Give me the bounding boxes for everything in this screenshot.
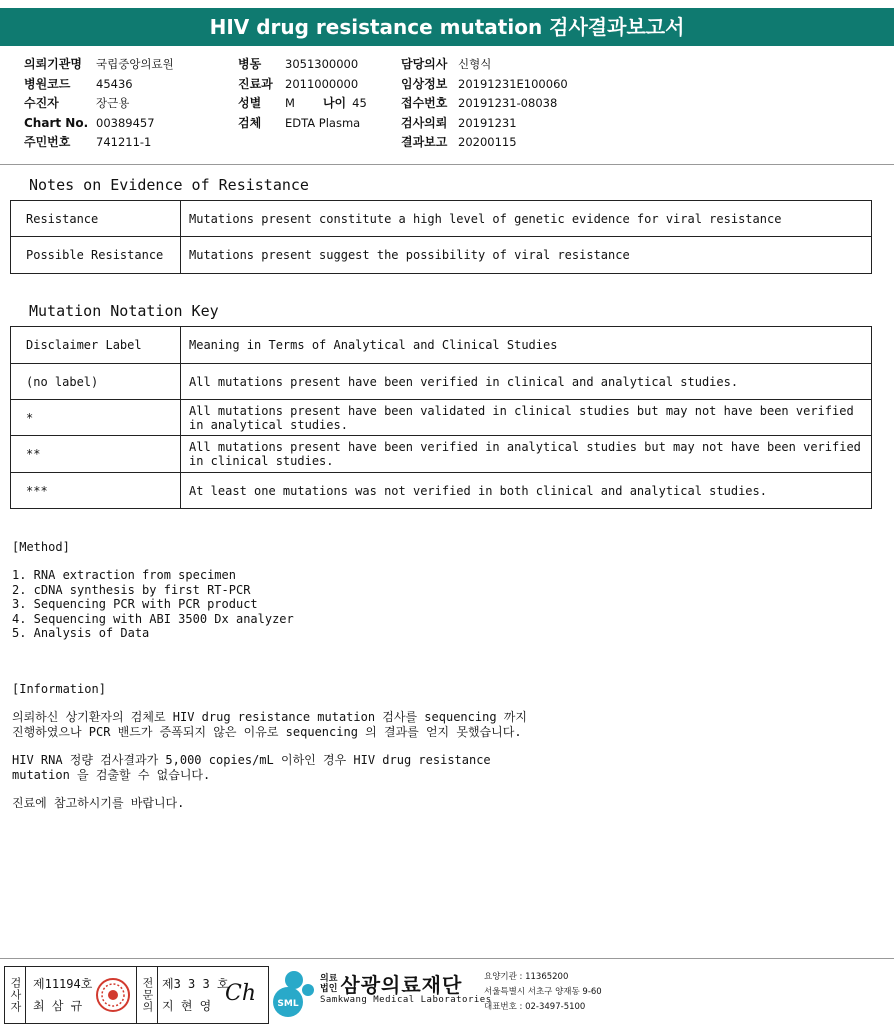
table-row [11,201,872,237]
footer-divider [0,958,894,959]
info-label: 검체 [238,115,262,130]
report-title: HIV drug resistance mutation 검사결과보고서 [0,8,894,46]
examiner-seal-icon [95,977,131,1013]
info-value: 2011000000 [285,76,359,91]
notes-label: Resistance [11,201,181,237]
brand-small-label: 의료 법인 [320,973,338,994]
table-row [11,473,872,509]
signature: Ch [225,981,257,1006]
notation-text: At least one mutations was not verified in both clinical and analytical studies. [181,473,872,509]
column-header: Disclaimer Label [11,327,181,364]
info-value: 20191231 [458,115,517,130]
notation-text: All mutations present have been verified in analytical studies but may not have been verified in clinical studies. [181,436,872,473]
info-value: 3051300000 [285,57,359,71]
information-heading: [Information] [12,682,106,696]
patient-info-col3 [401,55,568,153]
table-row [11,364,872,400]
method-step: 2. cDNA synthesis by first RT-PCR [12,582,251,597]
info-label: 임상정보 [401,76,448,91]
info-label: 담당의사 [401,57,448,71]
patient-info-col1 [24,55,174,153]
method-heading: [Method] [12,540,70,554]
examiner-license: 제11194호 [33,977,93,991]
info-label: 접수번호 [401,96,448,110]
information-paragraph: 의뢰하신 상기환자의 검체로 HIV drug resistance mutation 검사를 sequencing 까지 진행하였으나 PCR 밴드가 증폭되지 않은 이유로 sequencing 의 결과를 얻지 못했습니다. [12,710,527,739]
info-value: 신형식 [458,57,492,71]
method-step: 3. Sequencing PCR with PCR product [12,597,258,611]
notes-text: Mutations present suggest the possibility of viral resistance [181,237,872,274]
logo-text: SML [277,999,299,1009]
info-label: 수진자 [24,96,59,110]
info-value: 20191231-08038 [458,96,558,110]
signature-box [4,966,269,1024]
notes-section-title: Notes on Evidence of Resistance [29,176,309,194]
method-step: 4. Sequencing with ABI 3500 Dx analyzer [12,611,294,626]
method-step: 1. RNA extraction from specimen [12,568,236,582]
examiner-name: 최 삼 규 [33,999,83,1013]
contact-phone: 대표번호 : 02-3497-5100 [484,1002,586,1012]
info-value: M [285,96,295,110]
info-value: 20191231E100060 [458,76,568,91]
column-header: Meaning in Terms of Analytical and Clinical Studies [181,327,872,364]
notes-text: Mutations present constitute a high level of genetic evidence for viral resistance [181,201,872,237]
information-paragraph: 진료에 참고하시기를 바랍니다. [12,796,185,810]
info-value: 00389457 [96,115,155,130]
info-label: 결과보고 [401,135,448,149]
examiner-label: 검사자 [5,967,26,1023]
notation-text: All mutations present have been verified in clinical and analytical studies. [181,364,872,400]
info-label: 주민번호 [24,135,71,149]
info-label: Chart No. [24,115,89,130]
age-value: 45 [352,96,367,110]
info-label: 검사의뢰 [401,115,448,130]
info-value: EDTA Plasma [285,115,361,130]
notation-text: All mutations present have been validated in clinical studies but may not have been verified in analytical studies. [181,400,872,436]
info-value: 45436 [96,76,133,91]
specialist-license: 제3 3 3 호 [162,977,229,991]
info-value: 장근용 [96,96,130,110]
table-row [11,436,872,473]
table-row [11,237,872,274]
age-label: 나이 [322,96,347,110]
notation-label: (no label) [11,364,181,400]
notation-section-title: Mutation Notation Key [29,302,219,320]
notes-table [10,200,872,274]
table-header-row [11,327,872,364]
contact-address: 서울특별시 서초구 양재동 9-60 [484,987,602,997]
notation-table [10,326,872,509]
method-step: 5. Analysis of Data [12,626,150,640]
info-label: 의뢰기관명 [24,57,82,71]
info-value: 741211-1 [96,135,152,149]
info-label: 병원코드 [24,76,71,91]
information-paragraph: HIV RNA 정량 검사결과가 5,000 copies/mL 이하인 경우 HIV drug resistance mutation 을 검출할 수 없습니다. [12,753,491,782]
specialist-label: 전문의 [136,967,158,1023]
specialist-name: 지 현 영 [162,999,212,1013]
info-label: 병동 [238,57,262,71]
info-value: 20200115 [458,135,517,149]
info-value: 국립중앙의료원 [96,57,174,71]
contact-code: 요양기관 : 11365200 [484,972,569,982]
sml-logo-icon [272,968,316,1020]
contact-block [484,970,602,1015]
info-label: 성별 [238,96,262,110]
notation-label: *** [11,473,181,509]
patient-info-col2 [238,55,367,133]
info-label: 진료과 [238,76,273,91]
brand-english: Samkwang Medical Laboratories [320,995,492,1005]
header-divider [0,164,894,165]
table-row [11,400,872,436]
brand-name [320,969,462,998]
notation-label: * [11,400,181,436]
notes-label: Possible Resistance [11,237,181,274]
brand-big-label: 삼광의료재단 [340,973,463,997]
notation-label: ** [11,436,181,473]
